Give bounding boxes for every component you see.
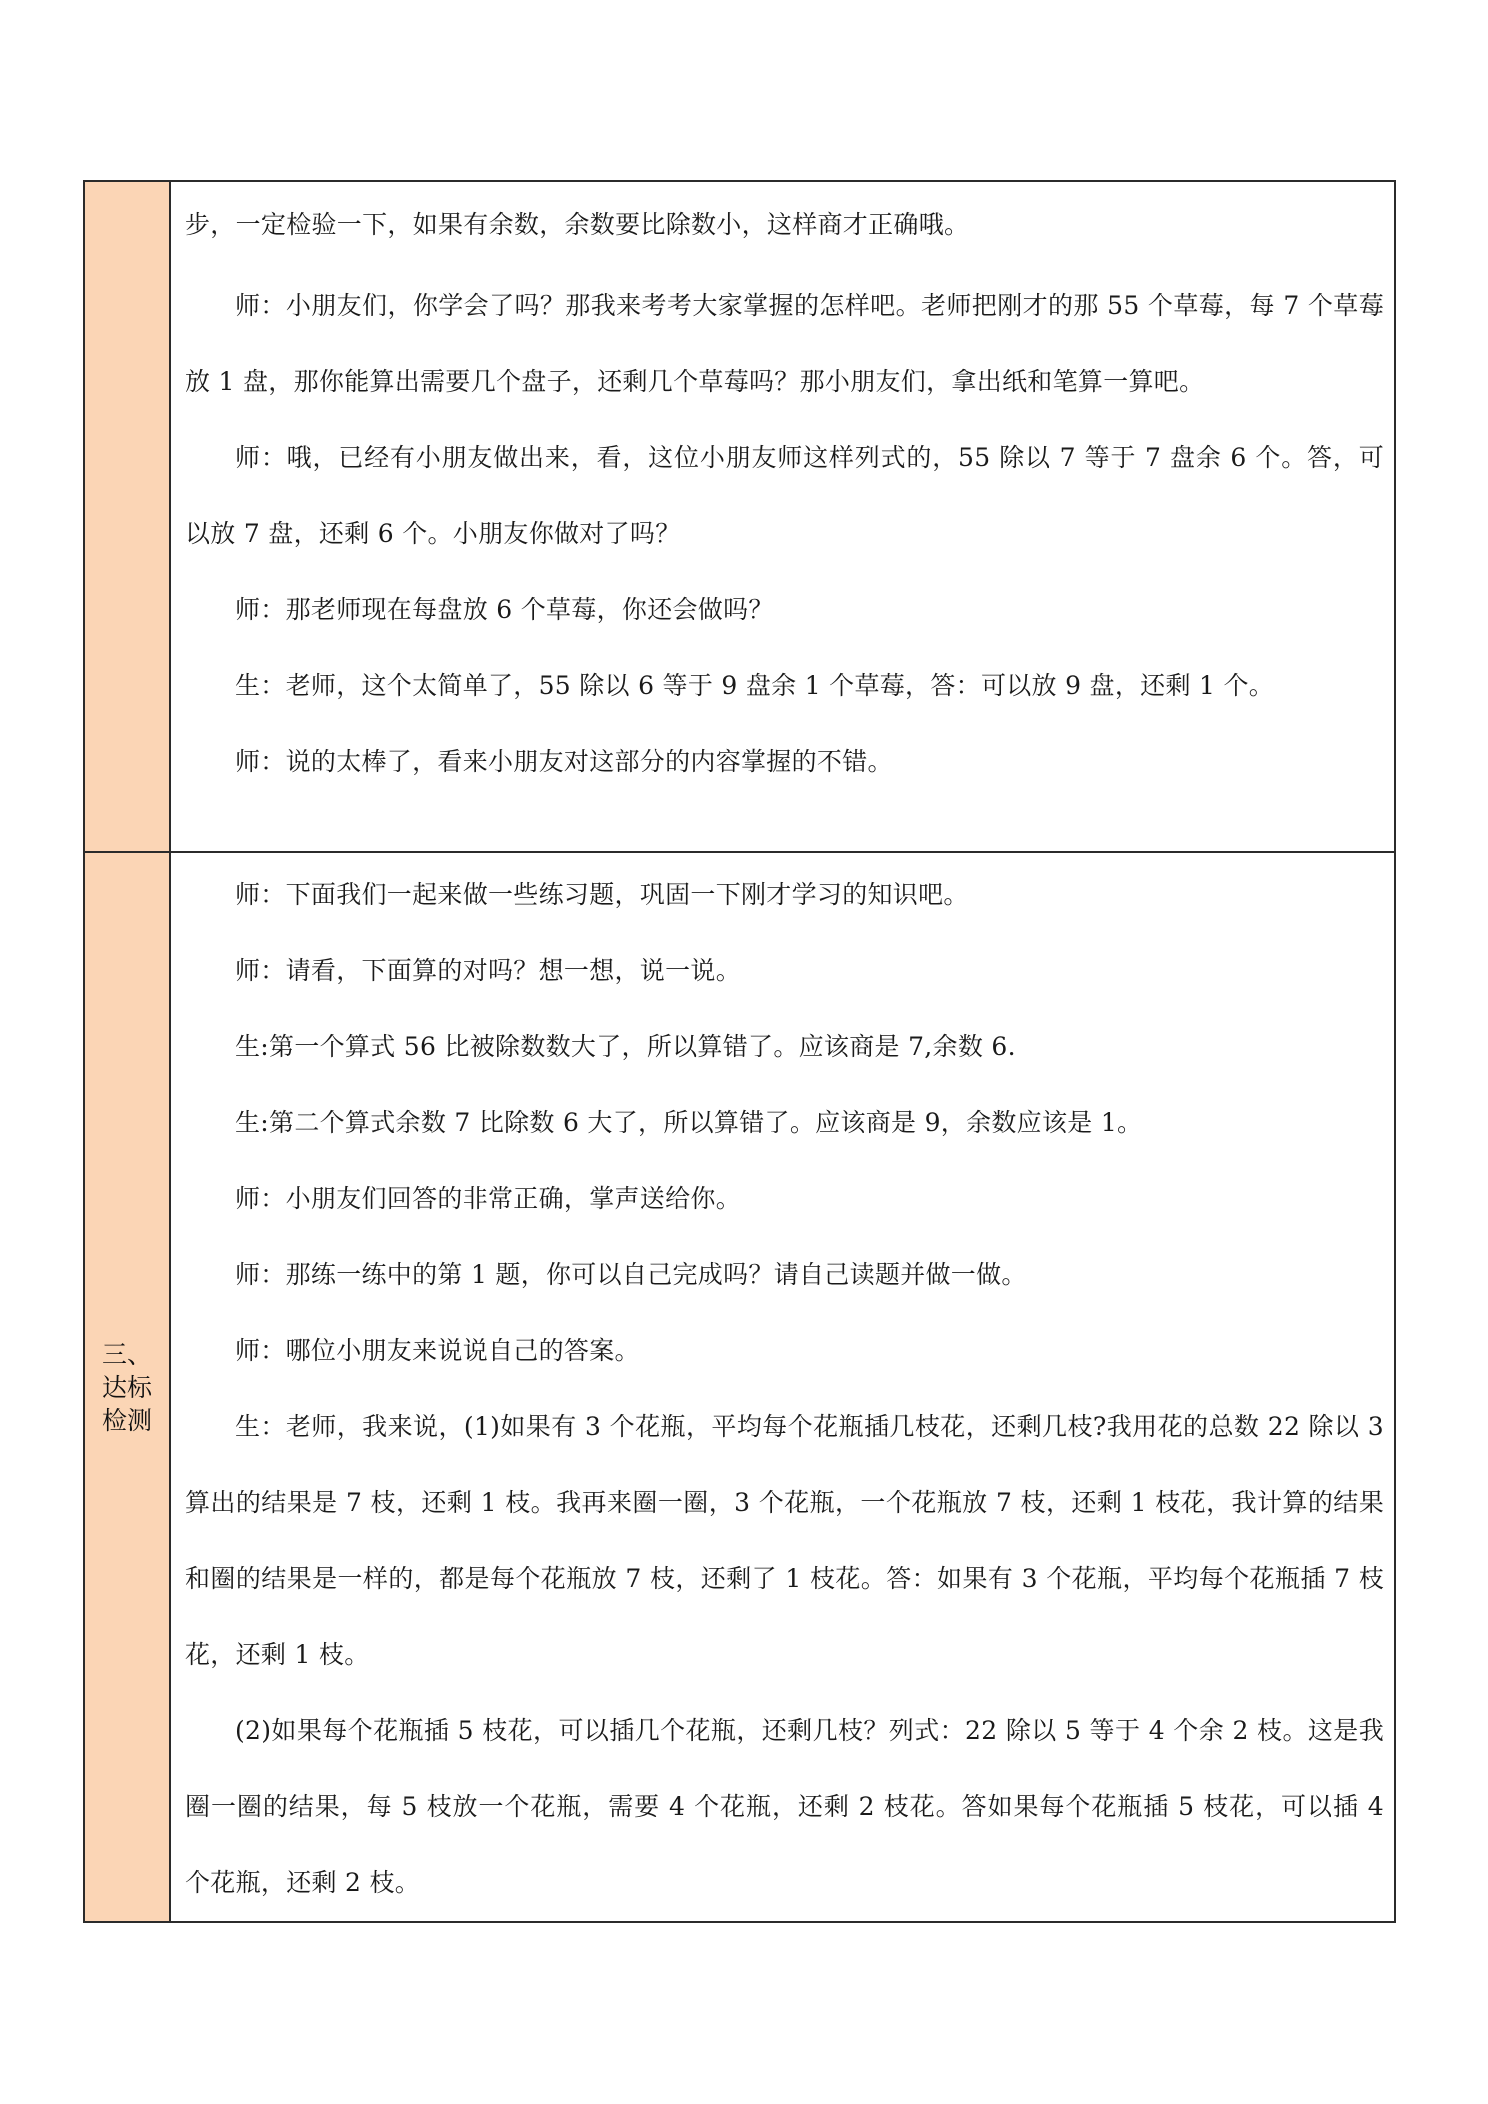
content-cell — [170, 181, 1395, 852]
section-label: 三、达标检测 — [101, 1339, 152, 1435]
content-cell — [170, 852, 1395, 1922]
paragraph: 师：哦，已经有小朋友做出来，看，这位小朋友师这样列式的，55 除以 7 等于 7 盘余 6 个。答，可以放 7 盘，还剩 6 个。小朋友你做对了吗？ — [185, 443, 1384, 548]
lesson-table — [83, 180, 1396, 1923]
paragraph: (2)如果每个花瓶插 5 枝花，可以插几个花瓶，还剩几枝？列式：22 除以 5 等于 4 个余 2 枝。这是我圈一圈的结果，每 5 枝放一个花瓶，需要 4 个花瓶，还剩 2 枝花。答如果每个花瓶插 5 枝花，可以插 4 个花瓶，还剩 2 枝。 — [185, 1716, 1384, 1897]
paragraph: 生：老师，我来说，(1)如果有 3 个花瓶，平均每个花瓶插几枝花，还剩几枝?我用花的总数 22 除以 3 算出的结果是 7 枝，还剩 1 枝。我再来圈一圈，3 个花瓶，一个花瓶放 7 枝，还剩 1 枝花，我计算的结果和圈的结果是一样的，都是每个花瓶放 7 枝，还剩了 1 枝花。答：如果有 3 个花瓶，平均每个花瓶插 7 枝花，还剩 1 枝。 — [185, 1412, 1384, 1669]
paragraph: 师：说的太棒了，看来小朋友对这部分的内容掌握的不错。 — [235, 747, 893, 776]
paragraph: 师：下面我们一起来做一些练习题，巩固一下刚才学习的知识吧。 — [235, 880, 969, 909]
table-row — [84, 852, 1395, 1922]
paragraph: 师：小朋友们回答的非常正确，掌声送给你。 — [235, 1184, 742, 1213]
paragraph: 师：哪位小朋友来说说自己的答案。 — [235, 1336, 640, 1365]
paragraph: 生:第二个算式余数 7 比除数 6 大了，所以算错了。应该商是 9，余数应该是 1。 — [235, 1108, 1143, 1137]
paragraph: 师：那老师现在每盘放 6 个草莓，你还会做吗？ — [235, 595, 774, 624]
table-row — [84, 181, 1395, 852]
section-label-cell — [84, 852, 170, 1922]
paragraph: 师：那练一练中的第 1 题，你可以自己完成吗？请自己读题并做一做。 — [235, 1260, 1027, 1289]
paragraph: 步，一定检验一下，如果有余数，余数要比除数小，这样商才正确哦。 — [185, 210, 970, 239]
paragraph: 师：小朋友们，你学会了吗？那我来考考大家掌握的怎样吧。老师把刚才的那 55 个草莓，每 7 个草莓放 1 盘，那你能算出需要几个盘子，还剩几个草莓吗？那小朋友们，拿出纸和笔算一算吧。 — [185, 291, 1384, 396]
section-label-cell — [84, 181, 170, 852]
paragraph: 师：请看，下面算的对吗？想一想，说一说。 — [235, 956, 742, 985]
paragraph: 生：老师，这个太简单了，55 除以 6 等于 9 盘余 1 个草莓，答：可以放 9 盘，还剩 1 个。 — [235, 671, 1275, 700]
paragraph-block — [185, 853, 1384, 1921]
paragraph: 生:第一个算式 56 比被除数数大了，所以算错了。应该商是 7,余数 6. — [235, 1032, 1016, 1061]
